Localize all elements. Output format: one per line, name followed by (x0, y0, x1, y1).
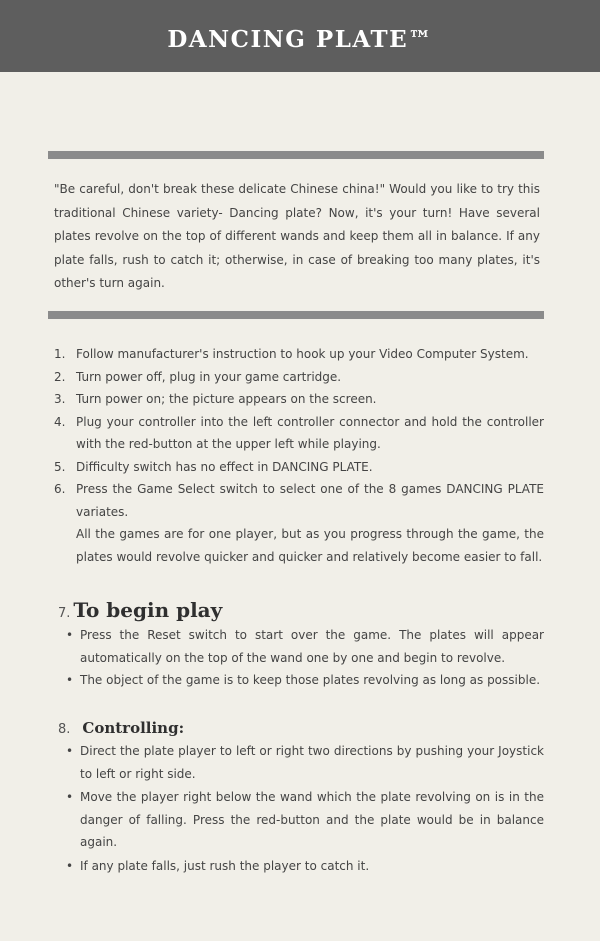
step-number: 1. (54, 347, 66, 361)
bullet-icon: • (66, 673, 74, 687)
step-text: Press the Game Select switch to select one of the 8 games DANCING PLATE variates. (76, 482, 544, 519)
list-item (54, 366, 544, 389)
section-title: To begin play (73, 598, 223, 622)
step-number: 5. (54, 459, 66, 474)
step-6-note: All the games are for one player, but as you progress through the game, the plates would revolve quicker and quicker and relatively become easier to fall. (76, 527, 544, 564)
bullet-icon: • (66, 790, 74, 804)
list-item (54, 456, 544, 479)
step-text: Plug your controller into the left controller connector and hold the controller with the red-button at the upper left while playing. (76, 414, 544, 451)
list-item (54, 343, 544, 366)
step-number: 6. (54, 482, 66, 496)
step-text: Difficulty switch has no effect in DANCING PLATE. (76, 459, 373, 474)
step-text: Turn power on; the picture appears on the screen. (76, 392, 377, 406)
title-banner (0, 0, 600, 72)
step-number: 3. (54, 392, 66, 406)
bullet-icon: • (66, 744, 74, 758)
divider-middle (48, 311, 544, 319)
list-item (66, 786, 544, 854)
section-heading-controlling (58, 719, 184, 737)
list-item (66, 740, 544, 785)
intro-paragraph: "Be careful, don't break these delicate Chinese china!" Would you like to try this traditional Chinese variety- Dancing plate? Now, it's your turn! Have several plates revolve on the top of different wands and keep them all in balance. If any plate falls, rush to catch it; otherwise, in case of breaking too many plates, it's other's turn again. (54, 182, 540, 290)
setup-steps (54, 343, 544, 568)
bullet-text: Direct the plate player to left or right two directions by pushing your Joystick to left or right side. (80, 744, 544, 781)
page-title: DANCING PLATE™ (167, 25, 433, 53)
begin-play-bullets (66, 624, 544, 692)
bullet-icon: • (66, 628, 74, 642)
list-item (54, 411, 544, 456)
step-number: 2. (54, 369, 66, 384)
bullet-text: Move the player right below the wand which the plate revolving on is in the danger of falling. Press the red-button and the plate would be in balance again. (80, 790, 544, 849)
bullet-text: Press the Reset switch to start over the game. The plates will appear automatically on the top of the wand one by one and begin to revolve. (80, 628, 544, 665)
step-number: 4. (54, 414, 66, 429)
section-number: 8. (58, 722, 71, 737)
list-item (54, 388, 544, 411)
section-number: 7. (58, 606, 71, 621)
list-item (66, 624, 544, 669)
list-item (54, 478, 544, 523)
list-item (66, 669, 544, 692)
section-heading-begin-play (58, 598, 222, 622)
step-text: Turn power off, plug in your game cartridge. (76, 369, 342, 384)
step-text: Follow manufacturer's instruction to hook up your Video Computer System. (76, 347, 529, 361)
bullet-icon: • (66, 858, 74, 873)
divider-top (48, 151, 544, 159)
controlling-bullets (66, 740, 544, 878)
bullet-text: The object of the game is to keep those plates revolving as long as possible. (80, 673, 541, 687)
list-item (66, 855, 544, 878)
bullet-text: If any plate falls, just rush the player to catch it. (80, 858, 370, 873)
section-title: Controlling: (82, 719, 185, 737)
